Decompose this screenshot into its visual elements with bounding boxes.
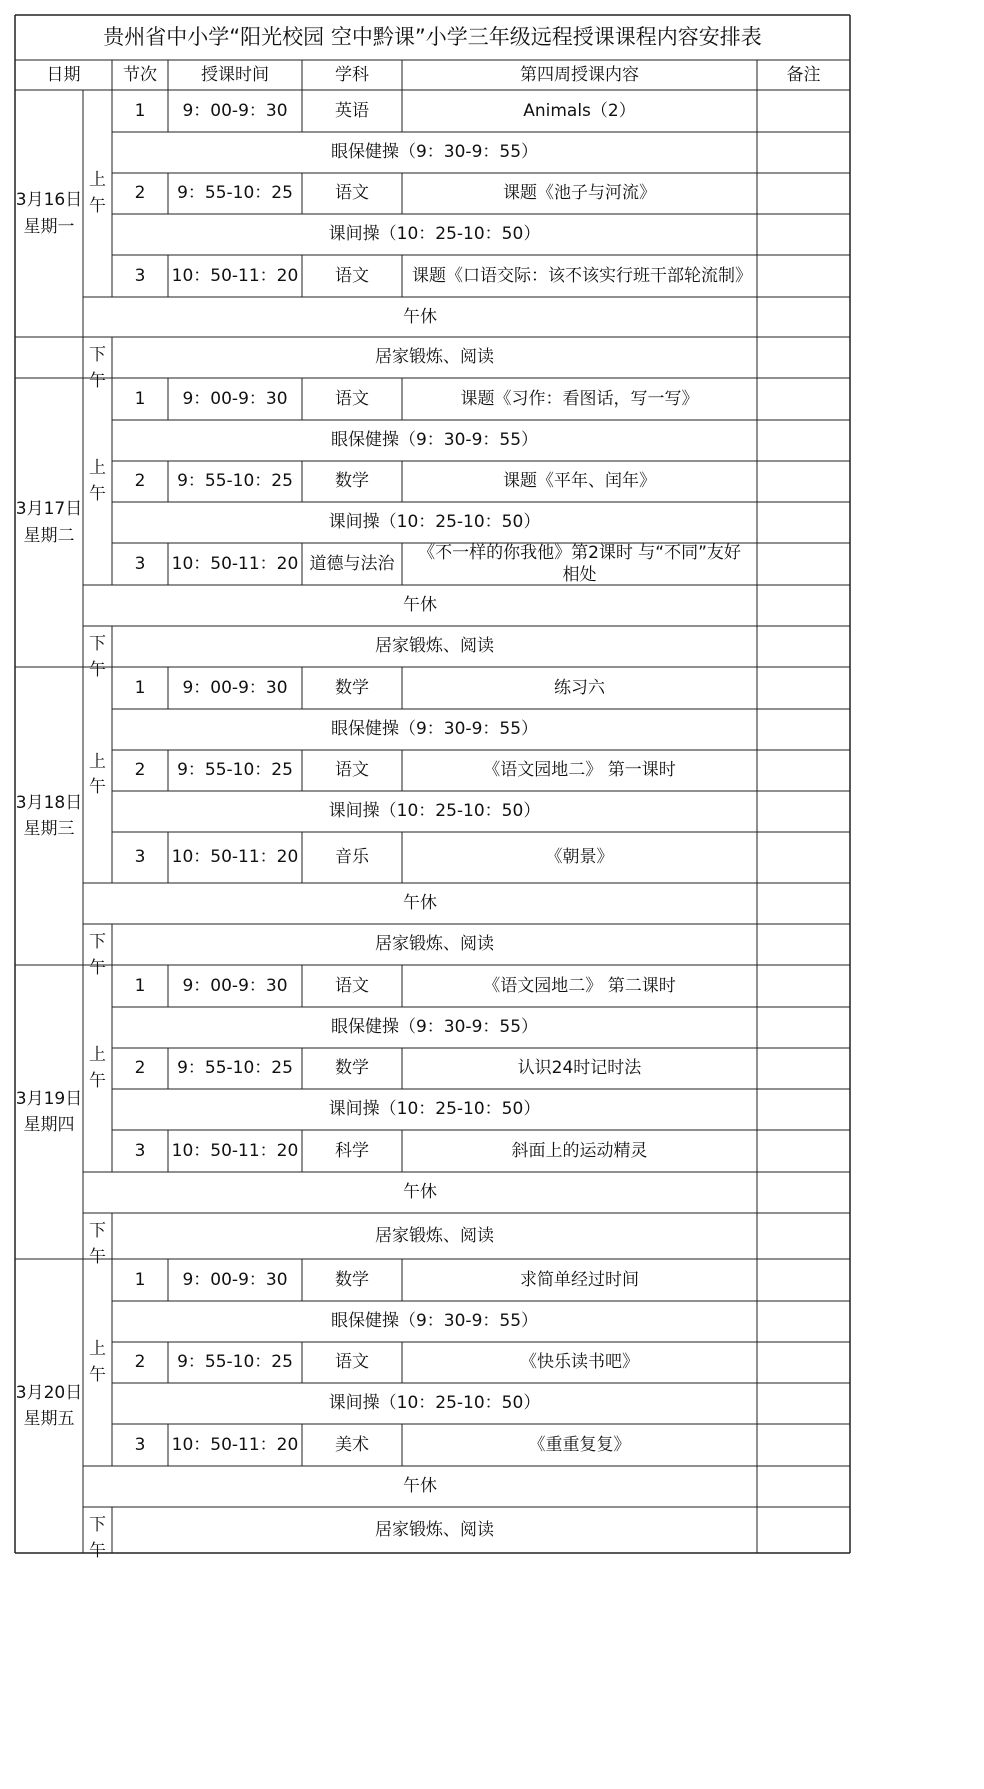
schedule-table	[15, 15, 965, 1775]
eye-exercise-row: 眼保健操（9：30-9：55）	[330, 1311, 539, 1332]
lesson-time: 9：00-9：30	[182, 100, 288, 121]
lesson-subject: 道德与法治	[309, 553, 395, 574]
lesson-subject: 语文	[335, 760, 369, 781]
break-exercise-row: 课间操（10：25-10：50）	[328, 512, 541, 533]
morning-label: 上 午	[89, 170, 106, 216]
home-activity-row: 居家锻炼、阅读	[375, 1519, 494, 1540]
break-exercise-row: 课间操（10：25-10：50）	[328, 1099, 541, 1120]
home-activity-row: 居家锻炼、阅读	[375, 636, 494, 657]
lesson-content: 求简单经过时间	[520, 1269, 639, 1290]
lesson-time: 10：50-11：20	[171, 847, 299, 868]
lesson-number: 1	[134, 975, 146, 996]
lesson-time: 9：55-10：25	[177, 760, 293, 781]
lesson-subject: 语文	[335, 183, 369, 204]
morning-label: 上 午	[89, 751, 106, 797]
lesson-subject: 美术	[335, 1434, 369, 1455]
lesson-number: 3	[134, 847, 146, 868]
lesson-time: 9：00-9：30	[182, 388, 288, 409]
noon-break-row: 午休	[403, 1182, 437, 1203]
lesson-content: 《不一样的你我他》第2课时 与“不同”友好相处	[418, 542, 741, 585]
noon-break-row: 午休	[403, 595, 437, 616]
day-date: 3月18日 星期三	[15, 792, 83, 839]
lesson-number: 2	[134, 471, 146, 492]
lesson-number: 2	[134, 1058, 146, 1079]
eye-exercise-row: 眼保健操（9：30-9：55）	[330, 142, 539, 163]
lesson-content: 《重重复复》	[528, 1434, 631, 1455]
lesson-content: Animals（2）	[523, 100, 636, 121]
lesson-content: 课题《口语交际：该不该实行班干部轮流制》	[412, 265, 752, 286]
afternoon-label: 下 午	[89, 345, 106, 391]
day-date: 3月17日 星期二	[15, 499, 83, 546]
lesson-number: 1	[134, 1269, 146, 1290]
header-date: 日期	[46, 64, 81, 85]
afternoon-label: 下 午	[89, 1515, 106, 1561]
home-activity-row: 居家锻炼、阅读	[375, 347, 494, 368]
lesson-number: 3	[134, 265, 146, 286]
lesson-subject: 数学	[335, 1269, 369, 1290]
morning-label: 上 午	[89, 1045, 106, 1091]
lesson-time: 9：00-9：30	[182, 1269, 288, 1290]
lesson-subject: 数学	[335, 471, 369, 492]
lesson-content: 认识24时记时法	[517, 1058, 642, 1079]
header-time: 授课时间	[201, 64, 269, 85]
lesson-subject: 语文	[335, 975, 369, 996]
lesson-content: 《朝景》	[545, 847, 614, 868]
header-lesson: 节次	[123, 64, 157, 85]
lesson-subject: 英语	[335, 100, 369, 121]
lesson-time: 10：50-11：20	[171, 1140, 299, 1161]
lesson-number: 1	[134, 388, 146, 409]
morning-label: 上 午	[89, 1339, 106, 1385]
lesson-time: 9：55-10：25	[177, 471, 293, 492]
noon-break-row: 午休	[403, 306, 437, 327]
afternoon-label: 下 午	[89, 1221, 106, 1267]
lesson-subject: 数学	[335, 677, 369, 698]
lesson-subject: 科学	[335, 1140, 369, 1161]
home-activity-row: 居家锻炼、阅读	[375, 934, 494, 955]
lesson-number: 2	[134, 760, 146, 781]
lesson-subject: 数学	[335, 1058, 369, 1079]
day-date: 3月20日 星期五	[15, 1382, 83, 1429]
eye-exercise-row: 眼保健操（9：30-9：55）	[330, 430, 539, 451]
lesson-number: 3	[134, 1434, 146, 1455]
lesson-content: 《语文园地二》 第二课时	[483, 975, 676, 996]
lesson-time: 9：55-10：25	[177, 1352, 293, 1373]
lesson-number: 2	[134, 183, 146, 204]
lesson-content: 斜面上的运动精灵	[511, 1140, 648, 1161]
header-content: 第四周授课内容	[520, 64, 639, 85]
lesson-subject: 音乐	[335, 847, 369, 868]
header-subject: 学科	[335, 64, 369, 85]
noon-break-row: 午休	[403, 893, 437, 914]
lesson-content: 练习六	[554, 677, 605, 698]
lesson-subject: 语文	[335, 388, 369, 409]
day-date: 3月16日 星期一	[15, 190, 83, 237]
lesson-content: 课题《平年、闰年》	[503, 471, 656, 492]
afternoon-label: 下 午	[89, 932, 106, 978]
page-title: 贵州省中小学“阳光校园 空中黔课”小学三年级远程授课课程内容安排表	[103, 24, 762, 49]
lesson-subject: 语文	[335, 1352, 369, 1373]
eye-exercise-row: 眼保健操（9：30-9：55）	[330, 1017, 539, 1038]
lesson-content: 课题《池子与河流》	[503, 183, 656, 204]
lesson-number: 3	[134, 553, 146, 574]
header-remark: 备注	[786, 64, 821, 85]
lesson-number: 1	[134, 100, 146, 121]
noon-break-row: 午休	[403, 1476, 437, 1497]
break-exercise-row: 课间操（10：25-10：50）	[328, 801, 541, 822]
morning-label: 上 午	[89, 458, 106, 504]
day-date: 3月19日 星期四	[15, 1088, 83, 1135]
break-exercise-row: 课间操（10：25-10：50）	[328, 224, 541, 245]
lesson-time: 9：55-10：25	[177, 183, 293, 204]
lesson-number: 1	[134, 677, 146, 698]
home-activity-row: 居家锻炼、阅读	[375, 1225, 494, 1246]
lesson-time: 9：00-9：30	[182, 677, 288, 698]
lesson-time: 10：50-11：20	[171, 265, 299, 286]
lesson-number: 2	[134, 1352, 146, 1373]
lesson-time: 9：00-9：30	[182, 975, 288, 996]
eye-exercise-row: 眼保健操（9：30-9：55）	[330, 719, 539, 740]
lesson-content: 课题《习作：看图话，写一写》	[460, 388, 699, 409]
lesson-time: 9：55-10：25	[177, 1058, 293, 1079]
lesson-time: 10：50-11：20	[171, 553, 299, 574]
afternoon-label: 下 午	[89, 634, 106, 680]
lesson-subject: 语文	[335, 265, 369, 286]
break-exercise-row: 课间操（10：25-10：50）	[328, 1393, 541, 1414]
lesson-number: 3	[134, 1140, 146, 1161]
lesson-content: 《快乐读书吧》	[520, 1352, 639, 1373]
lesson-time: 10：50-11：20	[171, 1434, 299, 1455]
lesson-content: 《语文园地二》 第一课时	[483, 760, 676, 781]
